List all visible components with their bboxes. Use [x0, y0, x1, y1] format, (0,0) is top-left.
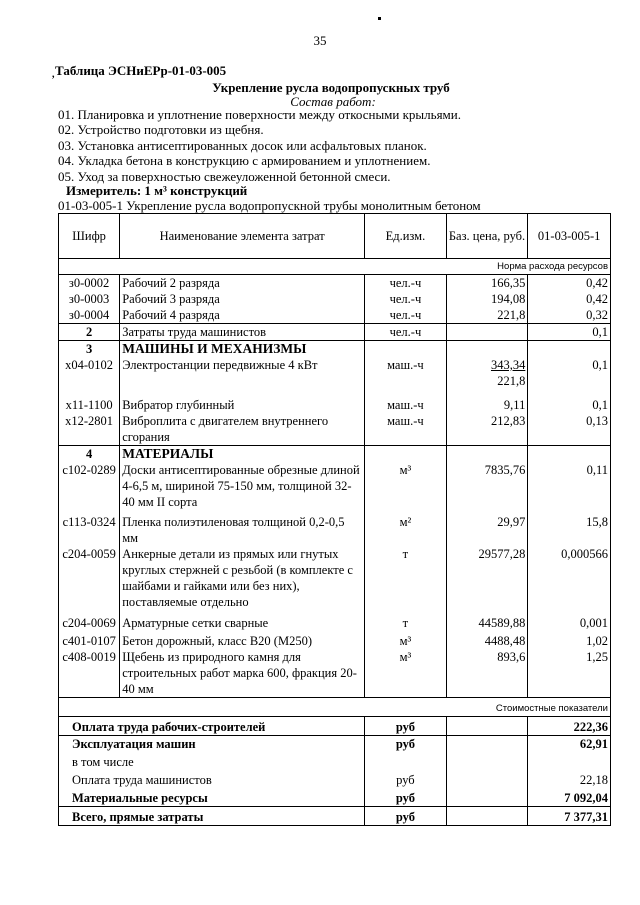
price-cell: 194,08 [446, 291, 528, 307]
norm-cell: 0,32 [528, 307, 611, 324]
header-name: Наименование элемента затрат [120, 214, 365, 259]
summary-label: Материальные ресурсы [59, 788, 365, 807]
header-norm: 01-03-005-1 [528, 214, 611, 259]
table-row [59, 413, 611, 446]
name-cell: Вибратор глубинный [120, 389, 365, 413]
scan-speck [378, 17, 381, 20]
unit-cell: м³ [365, 649, 447, 698]
section-number: 4 [59, 446, 120, 463]
cost-note: Стоимостные показатели [59, 698, 611, 717]
works-list [58, 107, 461, 184]
norm-cell: 15,8 [528, 510, 611, 546]
header-code: Шифр [59, 214, 120, 259]
summary-unit: руб [365, 717, 447, 736]
table-row [59, 610, 611, 631]
unit-cell: м³ [365, 631, 447, 649]
summary-unit: руб [365, 788, 447, 807]
section-row-materials [59, 446, 611, 463]
work-item: 05. Уход за поверхностью свежеуложенной бетонной смеси. [58, 168, 391, 184]
unit-cell: маш.-ч [365, 413, 447, 446]
name-cell: Анкерные детали из прямых или гнутых круглых стержней с резьбой (в комплекте с шайбами и гайками или без них), поставляемые отдельно [120, 546, 365, 610]
price-value: 343,34 [490, 358, 526, 372]
works-subtitle: Состав работ: [290, 94, 376, 109]
summary-label: Эксплуатация машин [59, 736, 365, 753]
name-cell: Затраты труда машинистов [120, 324, 365, 341]
document-title: Укрепление русла водопропускных труб [212, 80, 450, 95]
unit-cell: т [365, 610, 447, 631]
table-row [59, 510, 611, 546]
table-row [59, 307, 611, 324]
table-name: 01-03-005-1 Укрепление русла водопропускной трубы монолитным бетоном [58, 198, 481, 213]
summary-label: Всего, прямые затраты [59, 807, 365, 826]
summary-value: 22,18 [528, 770, 611, 788]
price-cell: 44589,88 [446, 610, 528, 631]
code-cell: с401-0107 [59, 631, 120, 649]
section-title: МАШИНЫ И МЕХАНИЗМЫ [120, 341, 365, 358]
price-cell: 212,83 [446, 413, 528, 446]
work-item: 01. Планировка и уплотнение поверхности между откосными крыльями. [58, 107, 461, 122]
norm-cell: 0,13 [528, 413, 611, 446]
name-cell: Пленка полиэтиленовая толщиной 0,2-0,5 мм [120, 510, 365, 546]
table-header-row [59, 214, 611, 259]
price-value-alt: 221,8 [497, 374, 526, 388]
summary-label: в том числе [59, 752, 365, 770]
name-cell: Бетон дорожный, класс В20 (М250) [120, 631, 365, 649]
table-row [59, 389, 611, 413]
price-cell [446, 357, 528, 389]
cost-note-row [59, 698, 611, 717]
name-cell: Электростанции передвижные 4 кВт [120, 357, 365, 389]
unit-cell: м³ [365, 462, 447, 510]
summary-row [59, 717, 611, 736]
unit-cell: т [365, 546, 447, 610]
summary-unit: руб [365, 736, 447, 753]
name-cell: Щебень из природного камня для строительных работ марка 600, фракция 20-40 мм [120, 649, 365, 698]
norm-cell: 0,11 [528, 462, 611, 510]
summary-unit [365, 752, 447, 770]
name-cell: Рабочий 3 разряда [120, 291, 365, 307]
table-row [59, 324, 611, 341]
code-cell: с204-0059 [59, 546, 120, 610]
resource-table [58, 213, 611, 826]
norm-cell: 1,25 [528, 649, 611, 698]
page-number: 35 [313, 33, 327, 48]
norm-cell: 0,1 [528, 389, 611, 413]
code-cell: с204-0069 [59, 610, 120, 631]
norm-cell: 0,001 [528, 610, 611, 631]
norm-cell: 0,000566 [528, 546, 611, 610]
summary-value [528, 752, 611, 770]
summary-label: Оплата труда рабочих-строителей [59, 717, 365, 736]
table-row [59, 357, 611, 389]
norm-note: Норма расхода ресурсов [59, 259, 611, 275]
work-item: 03. Установка антисептированных досок или асфальтовых планок. [58, 137, 427, 153]
unit-cell: чел.-ч [365, 324, 447, 341]
code-cell: 2 [59, 324, 120, 341]
norm-cell: 0,1 [528, 324, 611, 341]
code-cell: х12-2801 [59, 413, 120, 446]
summary-row [59, 770, 611, 788]
code-cell: х11-1100 [59, 389, 120, 413]
price-cell: 166,35 [446, 275, 528, 292]
table-row [59, 649, 611, 698]
unit-cell: маш.-ч [365, 389, 447, 413]
unit-cell: чел.-ч [365, 307, 447, 324]
table-label [52, 63, 227, 80]
table-label-text: Таблица ЭСНиЕРр-01-03-005 [55, 63, 227, 78]
section-row-machines [59, 341, 611, 358]
norm-cell: 1,02 [528, 631, 611, 649]
price-cell: 4488,48 [446, 631, 528, 649]
unit-cell: маш.-ч [365, 357, 447, 389]
code-cell: з0-0004 [59, 307, 120, 324]
unit-cell: м² [365, 510, 447, 546]
price-cell: 7835,76 [446, 462, 528, 510]
name-cell: Рабочий 2 разряда [120, 275, 365, 292]
code-cell: з0-0002 [59, 275, 120, 292]
name-cell: Арматурные сетки сварные [120, 610, 365, 631]
name-cell: Рабочий 4 разряда [120, 307, 365, 324]
summary-value: 7 377,31 [528, 807, 611, 826]
norm-cell: 0,1 [528, 357, 611, 389]
summary-row [59, 807, 611, 826]
code-cell: с408-0019 [59, 649, 120, 698]
price-cell: 29,97 [446, 510, 528, 546]
name-cell: Виброплита с двигателем внутреннего сгорания [120, 413, 365, 446]
header-price: Баз. цена, руб. [446, 214, 528, 259]
measure-unit: Измеритель: 1 м³ конструкций [66, 183, 248, 198]
section-title: МАТЕРИАЛЫ [120, 446, 365, 463]
table-row [59, 291, 611, 307]
work-item: 04. Укладка бетона в конструкцию с армированием и уплотнением. [58, 153, 431, 169]
code-cell: с113-0324 [59, 510, 120, 546]
summary-value: 222,36 [528, 717, 611, 736]
summary-value: 62,91 [528, 736, 611, 753]
norm-note-row [59, 259, 611, 275]
code-cell: з0-0003 [59, 291, 120, 307]
table-row [59, 462, 611, 510]
unit-cell: чел.-ч [365, 291, 447, 307]
summary-label: Оплата труда машинистов [59, 770, 365, 788]
summary-row [59, 788, 611, 807]
summary-row [59, 736, 611, 753]
price-cell: 221,8 [446, 307, 528, 324]
unit-cell: чел.-ч [365, 275, 447, 292]
price-cell: 893,6 [446, 649, 528, 698]
price-cell: 9,11 [446, 389, 528, 413]
summary-row [59, 752, 611, 770]
name-cell: Доски антисептированные обрезные длиной 4-6,5 м, шириной 75-150 мм, толщиной 32-40 мм II сорта [120, 462, 365, 510]
code-cell: с102-0289 [59, 462, 120, 510]
stray-mark: , [52, 69, 55, 80]
price-cell: 29577,28 [446, 546, 528, 610]
norm-cell: 0,42 [528, 291, 611, 307]
code-cell: х04-0102 [59, 357, 120, 389]
section-number: 3 [59, 341, 120, 358]
summary-unit: руб [365, 770, 447, 788]
price-cell [446, 324, 528, 341]
work-item: 02. Устройство подготовки из щебня. [58, 122, 264, 138]
summary-unit: руб [365, 807, 447, 826]
summary-value: 7 092,04 [528, 788, 611, 807]
header-unit: Ед.изм. [365, 214, 447, 259]
table-row [59, 275, 611, 292]
norm-cell: 0,42 [528, 275, 611, 292]
table-row [59, 546, 611, 610]
table-row [59, 631, 611, 649]
